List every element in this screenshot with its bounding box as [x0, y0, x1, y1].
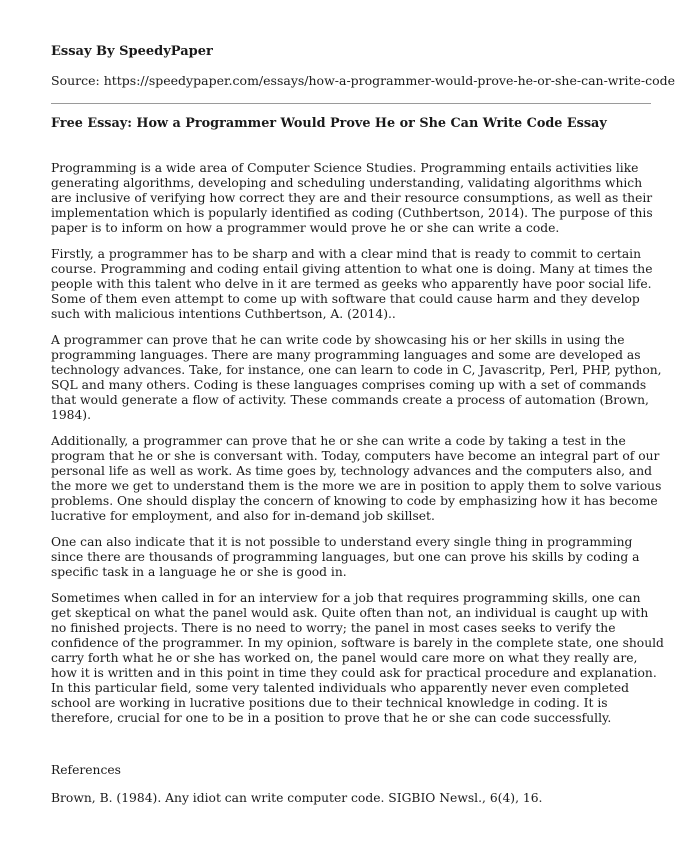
- essay-paragraph-6: Sometimes when called in for an interview for a job that requires programming skills, one can get skeptical on what the panel would ask. Quite often than not, an individual is caught up with no finished projects. There is no need to worry; the panel in most cases seeks to verify the confidence of the programmer. In my opinion, software is barely in the complete state, one should carry forth what he or she has worked on, the panel would care more on what they really are, how it is written and in this point in time they could ask for practical procedure and explanation. In this particular field, some very talented individuals who apparently never even completed school are working in lucrative positions due to their technical knowledge in coding. It is therefore, crucial for one to be in a position to prove that he or she can code successfully.: [51, 591, 664, 725]
- header-divider: [51, 103, 651, 104]
- essay-paragraph-1: Programming is a wide area of Computer Science Studies. Programming entails activities like generating algorithms, developing and scheduling understanding, validating algorithms which are inclusive of verifying how correct they are and their resource consumptions, as well as their implementation which is popularly identified as coding (Cuthbertson, 2014). The purpose of this paper is to inform on how a programmer would prove he or she can write a code.: [51, 161, 653, 235]
- essay-title: Free Essay: How a Programmer Would Prove He or She Can Write Code Essay: [51, 116, 607, 131]
- essay-paragraph-2: Firstly, a programmer has to be sharp and with a clear mind that is ready to commit to certain course. Programming and coding entail giving attention to what one is doing. Many at times the people with this talent who delve in it are termed as geeks who apparently have poor social life. Some of them even attempt to come up with software that could cause harm and they develop such with malicious intentions Cuthbertson, A. (2014)..: [51, 247, 653, 321]
- essay-body: [51, 161, 664, 726]
- publisher-heading: Essay By SpeedyPaper: [51, 44, 213, 59]
- source-line: Source: https://speedypaper.com/essays/how-a-programmer-would-prove-he-or-she-can-write-code: [51, 73, 676, 88]
- references-heading: References: [51, 763, 121, 777]
- essay-paragraph-5: One can also indicate that it is not possible to understand every single thing in programming since there are thousands of programming languages, but one can prove his skills by coding a specific task in a language he or she is good in.: [51, 535, 640, 579]
- essay-paragraph-4: Additionally, a programmer can prove that he or she can write a code by taking a test in the program that he or she is conversant with. Today, computers have become an integral part of our personal life as well as work. As time goes by, technology advances and the computers also, and the more we get to understand them is the more we are in position to apply them to solve various problems. One should display the concern of knowing to code by emphasizing how it has become lucrative for employment, and also for in-demand job skillset.: [51, 434, 662, 523]
- reference-item: Brown, B. (1984). Any idiot can write computer code. SIGBIO Newsl., 6(4), 16.: [51, 791, 543, 805]
- essay-paragraph-3: A programmer can prove that he can write code by showcasing his or her skills in using the programming languages. There are many programming languages and some are developed as technology advances. Take, for instance, one can learn to code in C, Javascritp, Perl, PHP, python, SQL and many others. Coding is these languages comprises coming up with a set of commands that would generate a flow of activity. These commands create a process of automation (Brown, 1984).: [51, 333, 662, 422]
